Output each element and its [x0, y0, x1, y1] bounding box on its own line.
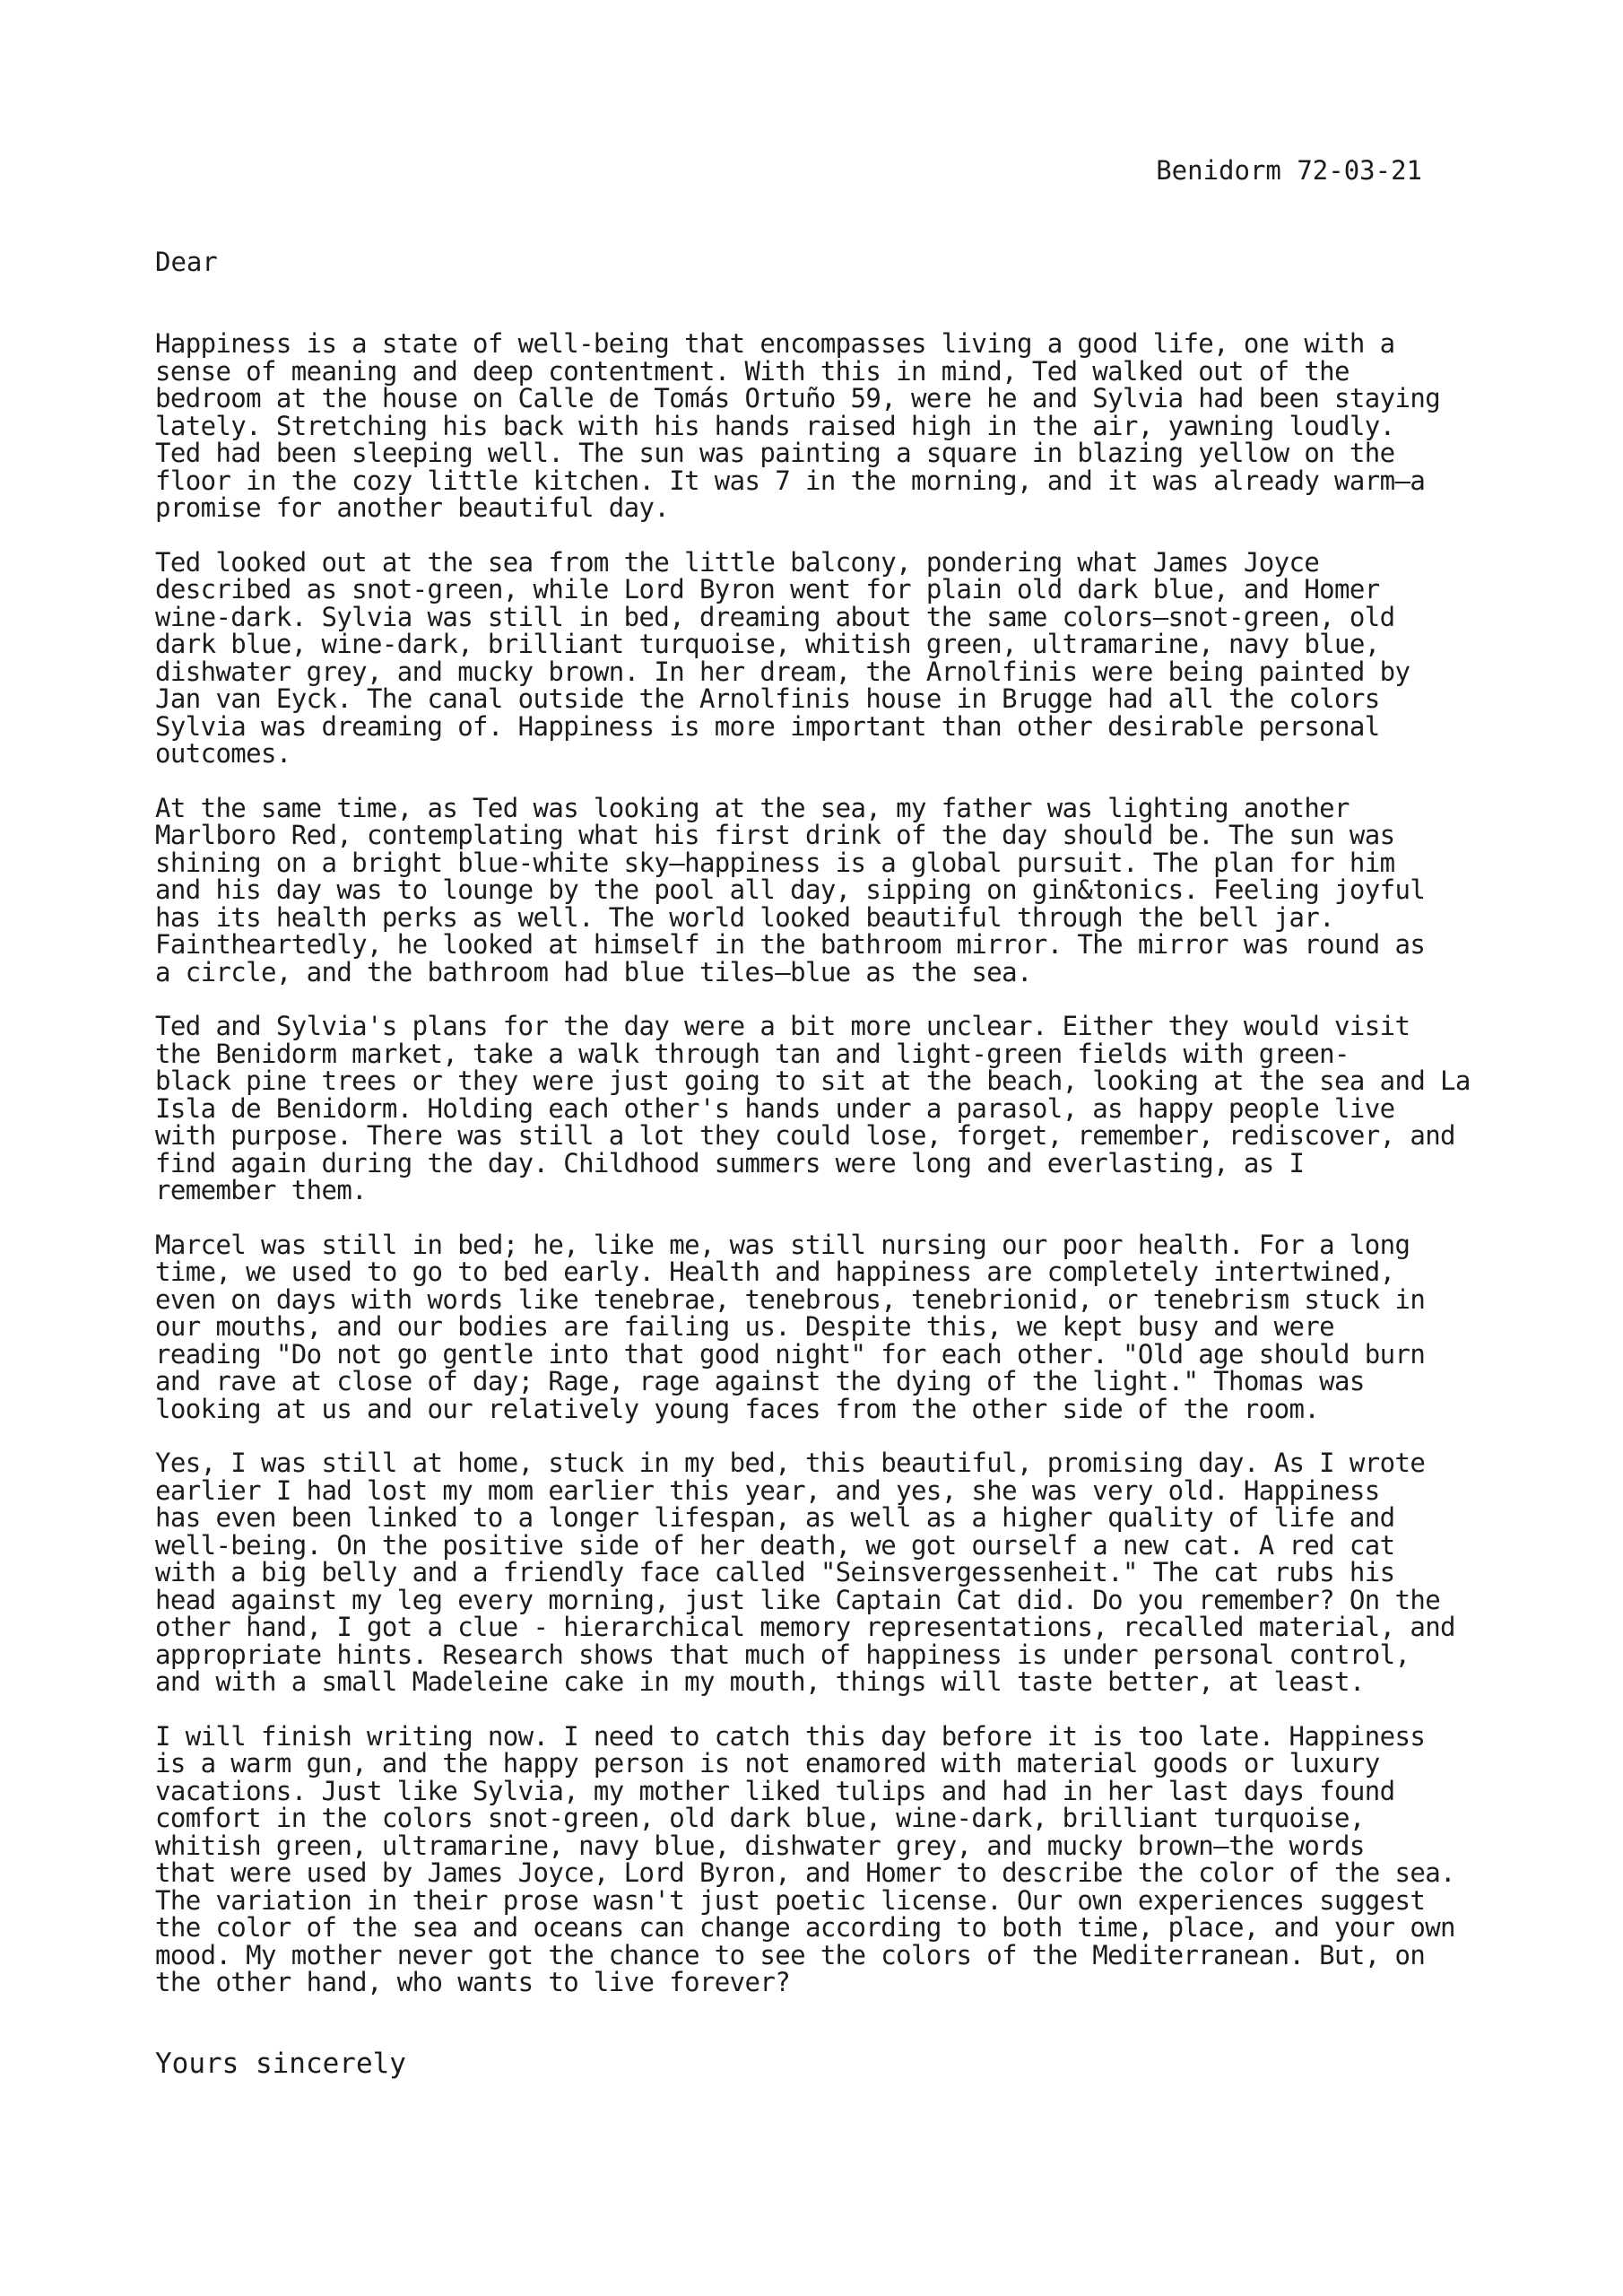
letter-body [155, 330, 1471, 2023]
letter-closing: Yours sincerely [155, 2048, 406, 2080]
letter-paragraph: Yes, I was still at home, stuck in my bed, this beautiful, promising day. As I wrote earlier I had lost my mom earlier this year, and yes, she was very old. Happiness has even been linked to a longer lifespan, as well as a higher quality of life and well-being. On the positive side of her death, we got ourself a new cat. A red cat with a big belly and a friendly face called "Seinsvergessenheit." The cat rubs his head against my leg every morning, just like Captain Cat did. Do you remember? On the other hand, I got a clue - hierarchical memory representations, recalled material, and appropriate hints. Research shows that much of happiness is under personal control, and with a small Madeleine cake in my mouth, things will taste better, at least. [155, 1448, 1455, 1697]
letter-paragraph: At the same time, as Ted was looking at the sea, my father was lighting another Marlboro Red, contemplating what his first drink of the day should be. The sun was shining on a bright blue-white sky—happiness is a global pursuit. The plan for him and his day was to lounge by the pool all day, sipping on gin&tonics. Feeling joyful has its health perks as well. The world looked beautiful through the bell jar. Faintheartedly, he looked at himself in the bathroom mirror. The mirror was round as a circle, and the bathroom had blue tiles—blue as the sea. [155, 792, 1426, 987]
letter-paragraph: Marcel was still in bed; he, like me, was still nursing our poor health. For a long time, we used to go to bed early. Health and happiness are completely intertwined, even on days with words like tenebrae, tenebrous, tenebrionid, or tenebrism stuck in our mouths, and our bodies are failing us. Despite this, we kept busy and were reading "Do not go gentle into that good night" for each other. "Old age should burn and rave at close of day; Rage, rage against the dying of the light." Thomas was looking at us and our relatively young faces from the other side of the room. [155, 1229, 1426, 1424]
letter-date: Benidorm 72-03-21 [1156, 155, 1422, 186]
letter-paragraph: Ted looked out at the sea from the little balcony, pondering what James Joyce described as snot-green, while Lord Byron went for plain old dark blue, and Homer wine-dark. Sylvia was still in bed, dreaming about the same colors—snot-green, old dark blue, wine-dark, brilliant turquoise, whitish green, ultramarine, navy blue, dishwater grey, and mucky brown. In her dream, the Arnolfinis were being painted by Jan van Eyck. The canal outside the Arnolfinis house in Brugge had all the colors Sylvia was dreaming of. Happiness is more important than other desirable personal outcomes. [155, 546, 1410, 769]
letter-paragraph: Happiness is a state of well-being that encompasses living a good life, one with a sense of meaning and deep contentment. With this in mind, Ted walked out of the bedroom at the house on Calle de Tomás Ortuño 59, were he and Sylvia had been staying lately. Stretching his back with his hands raised high in the air, yawning loudly. Ted had been sleeping well. The sun was painting a square in blazing yellow on the floor in the cozy little kitchen. It was 7 in the morning, and it was already warm—a promise for another beautiful day. [155, 328, 1441, 523]
letter-salutation: Dear [155, 247, 218, 277]
letter-paragraph: Ted and Sylvia's plans for the day were a bit more unclear. Either they would visit the Benidorm market, take a walk through tan and light-green fields with green- black pine trees or they were just going to sit at the beach, looking at the sea and La Isla de Benidorm. Holding each other's hands under a parasol, as happy people live with purpose. There was still a lot they could lose, forget, remember, rediscover, and find again during the day. Childhood summers were long and everlasting, as I remember them. [155, 1011, 1471, 1205]
letter-paragraph: I will finish writing now. I need to catch this day before it is too late. Happiness is a warm gun, and the happy person is not enamored with material goods or luxury vacations. Just like Sylvia, my mother liked tulips and had in her last days found comfort in the colors snot-green, old dark blue, wine-dark, brilliant turquoise, whitish green, ultramarine, navy blue, dishwater grey, and mucky brown—the words that were used by James Joyce, Lord Byron, and Homer to describe the color of the sea. The variation in their prose wasn't just poetic license. Our own experiences suggest the color of the sea and oceans can change according to both time, place, and your own mood. My mother never got the chance to see the colors of the Mediterranean. But, on the other hand, who wants to live forever? [155, 1720, 1455, 1997]
